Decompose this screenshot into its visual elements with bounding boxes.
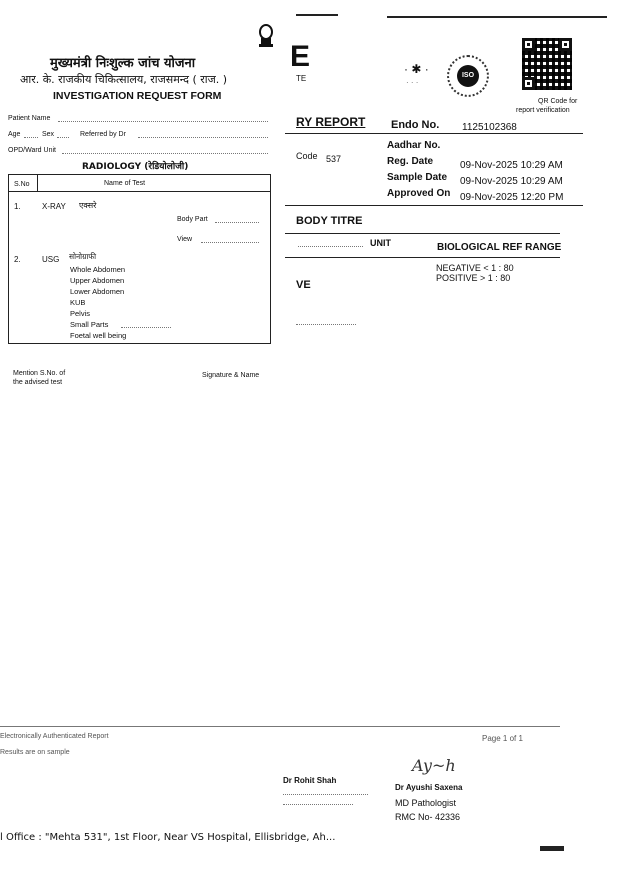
ref-negative: NEGATIVE < 1 : 80: [436, 263, 514, 273]
usg-item: Whole Abdomen: [70, 265, 126, 274]
header-sno: S.No: [14, 181, 30, 188]
patient-name-dots: [58, 121, 268, 122]
form-title-hindi-1: मुख्यमंत्री निःशुल्क जांच योजना: [50, 56, 196, 71]
doctor1-name: Dr Rohit Shah: [283, 776, 337, 785]
col-unit: UNIT: [370, 238, 391, 248]
approved-label: Approved On: [387, 188, 451, 199]
usg-item: Foetal well being: [70, 331, 127, 340]
sex-dots: [57, 137, 69, 138]
government-emblem-icon: [256, 24, 276, 50]
endo-label: Endo No.: [391, 119, 440, 131]
result-partial: VE: [296, 279, 311, 291]
code-label: Code: [296, 151, 318, 161]
signature-label: Signature & Name: [202, 372, 260, 379]
form-title: INVESTIGATION REQUEST FORM: [53, 90, 222, 102]
office-line: l Office : "Mehta 531", 1st Floor, Near VS Hospital, Ellisbridge, Ah...: [0, 832, 336, 843]
mention-line-1: Mention S.No. of: [13, 370, 66, 377]
qr-caption-1: QR Code for: [538, 98, 578, 105]
approved-value: 09-Nov-2025 12:20 PM: [460, 192, 564, 203]
small-parts-dots: [121, 327, 171, 328]
star-mark-icon: · ✱ ·: [404, 62, 429, 76]
row2-sno: 2.: [14, 255, 21, 264]
table-top-rule: [285, 233, 560, 234]
view-dots: [201, 242, 259, 243]
reg-date-label: Reg. Date: [387, 156, 434, 167]
doctor1-qual-dots: [283, 794, 368, 795]
report-title: RY REPORT: [296, 115, 366, 129]
endo-value: 1125102368: [462, 122, 517, 133]
body-part-label: Body Part: [177, 216, 208, 223]
mention-line-2: the advised test: [13, 379, 63, 386]
usg-item: Lower Abdomen: [70, 287, 125, 296]
report-header-rule: [285, 133, 583, 134]
iso-seal-icon: [447, 55, 489, 97]
body-part-dots: [215, 222, 259, 223]
usg-item: Upper Abdomen: [70, 276, 125, 285]
logo-letter-e: E: [290, 40, 311, 73]
dots-method: [296, 324, 356, 325]
header-test: Name of Test: [104, 180, 146, 187]
usg-item: Small Parts: [70, 320, 109, 329]
iso-label: ISO: [457, 65, 479, 87]
info-rule: [285, 205, 583, 206]
opd-dots: [62, 153, 268, 154]
col-ref-range: BIOLOGICAL REF RANGE: [437, 242, 562, 253]
doctor2-name: Dr Ayushi Saxena: [395, 783, 463, 792]
sample-date-label: Sample Date: [387, 172, 448, 183]
view-label: View: [177, 236, 193, 243]
patient-name-label: Patient Name: [8, 115, 51, 122]
ref-positive: POSITIVE > 1 : 80: [436, 273, 511, 283]
qr-caption-2: report verification: [516, 107, 570, 114]
page-label: Page 1 of 1: [482, 734, 523, 743]
table-header-rule: [285, 257, 560, 258]
footer-left-1: Electronically Authenticated Report: [0, 733, 109, 740]
row1-sno: 1.: [14, 202, 21, 211]
sample-date-value: 09-Nov-2025 10:29 AM: [460, 176, 563, 187]
row2-test: USG: [42, 255, 60, 264]
age-label: Age: [8, 131, 21, 138]
footer-rule: [0, 726, 560, 727]
section-title: RADIOLOGY (रेडियोलोजी): [82, 162, 189, 172]
code-value: 537: [326, 154, 342, 164]
dots-col1: [298, 246, 363, 247]
doctor1-reg-dots: [283, 804, 353, 805]
table-col-divider: [37, 175, 38, 191]
corner-mark: [540, 846, 564, 851]
logo-fragment: TE: [296, 74, 307, 83]
form-title-hindi-2: आर. के. राजकीय चिकित्सालय, राजसमन्द ( राज. ): [20, 73, 228, 86]
qr-code-icon: [522, 38, 572, 90]
footer-left-2: Results are on sample: [0, 749, 70, 756]
row1-test-hindi: एक्सरे: [79, 201, 97, 210]
referred-by-label: Referred by Dr: [80, 131, 126, 138]
signature-scribble: Ay~h: [412, 756, 456, 775]
reg-date-value: 09-Nov-2025 10:29 AM: [460, 160, 563, 171]
dots-decor: · · ·: [406, 78, 419, 87]
aadhar-label: Aadhar No.: [387, 140, 441, 151]
top-rule-right: [387, 16, 607, 18]
radiology-table: [8, 174, 271, 344]
referred-dots: [138, 137, 268, 138]
doctor2-rmc: RMC No- 42336: [395, 812, 461, 822]
usg-item: KUB: [70, 298, 86, 307]
top-rule-left: [296, 14, 338, 16]
opd-label: OPD/Ward Unit: [8, 147, 56, 154]
usg-item: Pelvis: [70, 309, 91, 318]
doctor2-qual: MD Pathologist: [395, 798, 457, 808]
age-dots: [24, 137, 38, 138]
table-header-line: [9, 191, 270, 192]
row2-test-hindi: सोनोग्राफी: [69, 252, 97, 261]
row1-test: X-RAY: [42, 202, 66, 211]
sex-label: Sex: [42, 131, 55, 138]
test-title: BODY TITRE: [296, 215, 363, 227]
